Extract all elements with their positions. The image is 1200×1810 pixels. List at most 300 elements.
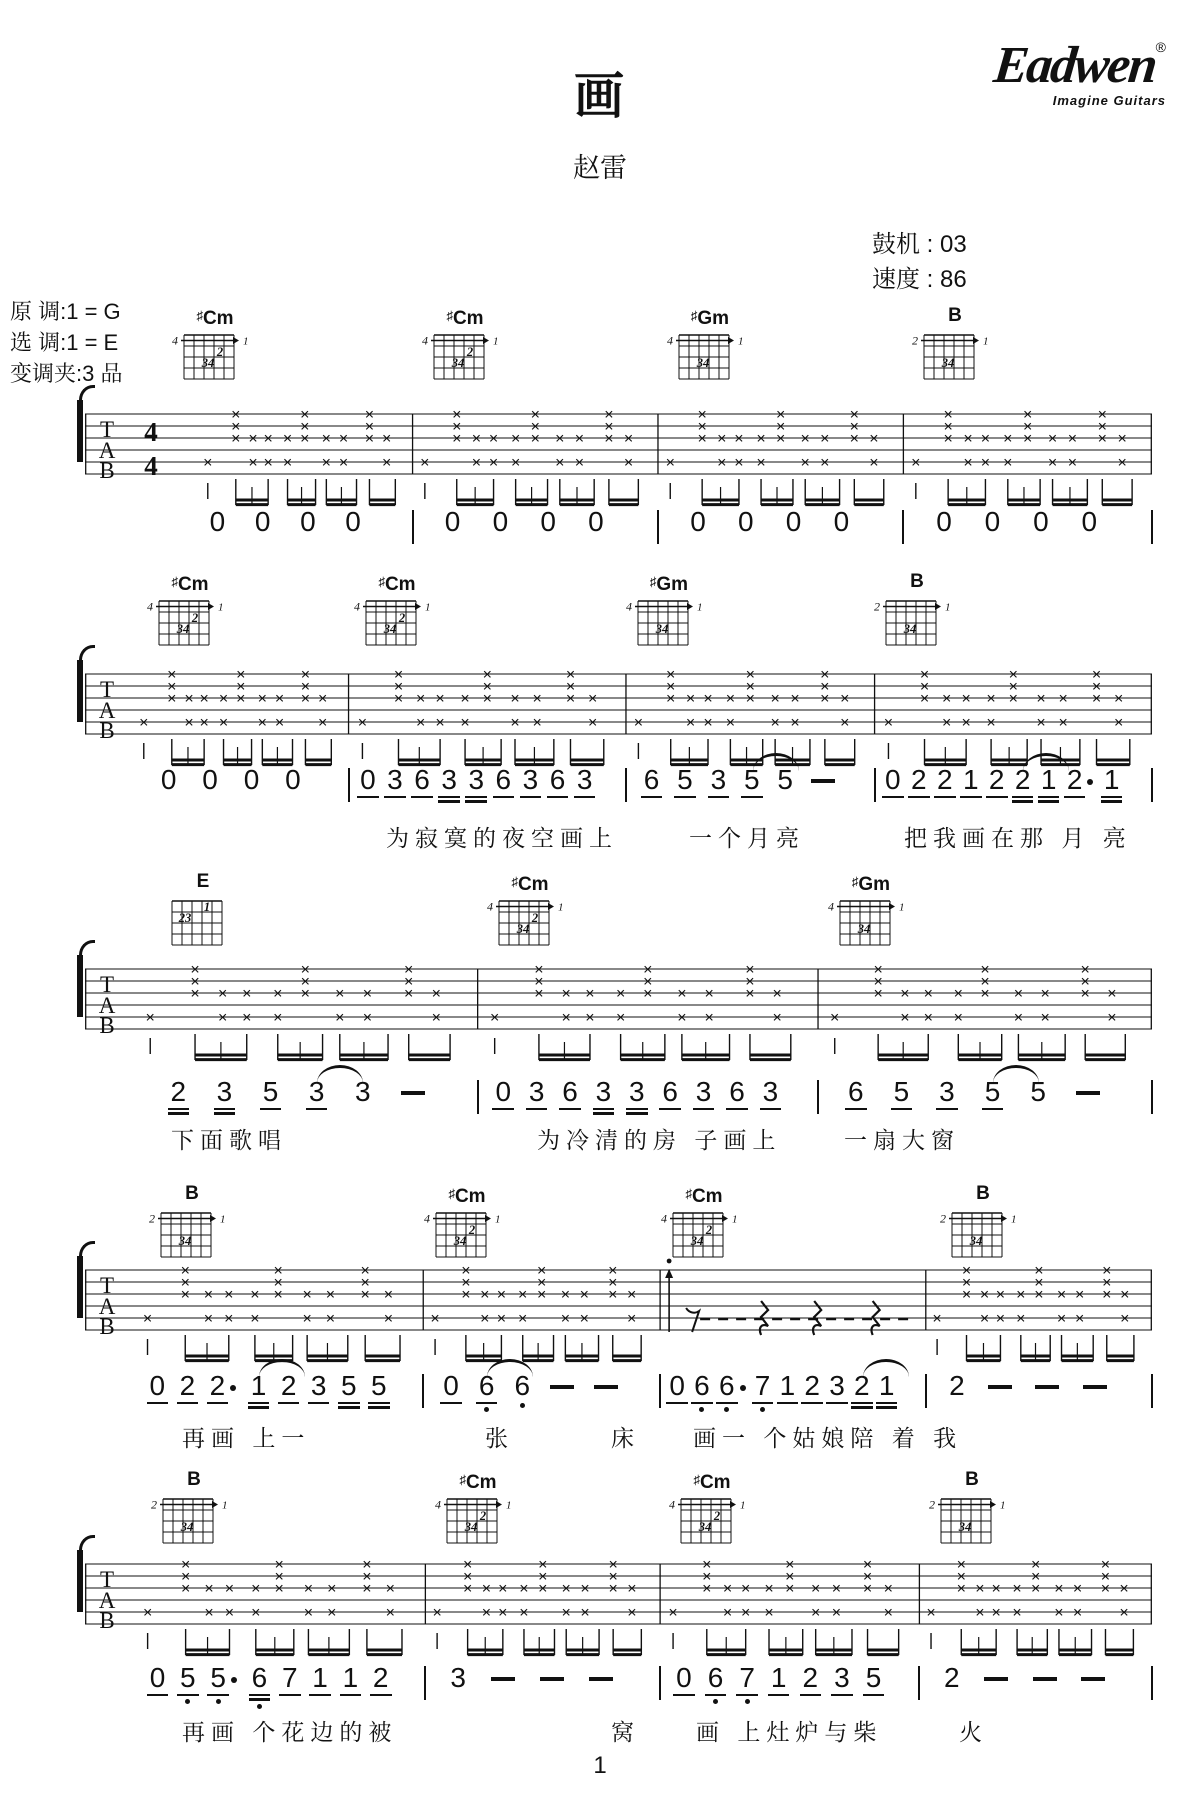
svg-text:×: × bbox=[911, 454, 921, 472]
underline-beam bbox=[960, 796, 982, 798]
chord-grid-wrap bbox=[430, 1490, 526, 1555]
svg-text:×: × bbox=[537, 1274, 547, 1292]
jianpu-note bbox=[984, 1664, 1008, 1681]
svg-text:1: 1 bbox=[738, 335, 744, 348]
svg-text:×: × bbox=[1119, 1604, 1129, 1622]
chord-diagram bbox=[823, 872, 919, 957]
svg-text:×: × bbox=[263, 454, 273, 472]
underline-beam bbox=[936, 1108, 958, 1110]
svg-text:×: × bbox=[300, 666, 311, 684]
svg-text:×: × bbox=[608, 1568, 618, 1586]
page-number: 1 bbox=[593, 1752, 607, 1779]
chord-name: B bbox=[948, 305, 962, 326]
svg-text:T: T bbox=[99, 972, 115, 997]
measure bbox=[478, 1078, 818, 1128]
jianpu-note: 2 bbox=[1067, 766, 1094, 798]
chord-name: B bbox=[185, 1183, 199, 1204]
jianpu-note: 0 bbox=[254, 506, 271, 537]
svg-text:×: × bbox=[1003, 430, 1013, 448]
chord-grid-wrap bbox=[417, 326, 513, 391]
svg-text:×: × bbox=[555, 430, 565, 448]
svg-text:×: × bbox=[943, 430, 953, 448]
underline-beam bbox=[845, 1108, 867, 1110]
svg-text:×: × bbox=[224, 1310, 234, 1328]
underline-beam bbox=[357, 796, 379, 798]
svg-text:34: 34 bbox=[969, 1234, 983, 1248]
jianpu-note: 6 bbox=[550, 766, 566, 798]
rest-dash bbox=[1081, 1677, 1105, 1681]
svg-text:×: × bbox=[303, 1604, 314, 1622]
chord-diagram bbox=[935, 1184, 1031, 1269]
svg-text:×: × bbox=[790, 714, 800, 732]
svg-text:×: × bbox=[404, 973, 414, 991]
svg-text:×: × bbox=[873, 961, 883, 979]
svg-text:1: 1 bbox=[203, 900, 211, 914]
underline-beam bbox=[593, 1108, 615, 1110]
svg-text:T: T bbox=[99, 1567, 115, 1592]
jianpu-note: 1 bbox=[780, 1372, 796, 1404]
chord-grid-wrap bbox=[167, 326, 263, 391]
svg-text:×: × bbox=[282, 454, 293, 472]
chord-grid bbox=[422, 1204, 512, 1264]
svg-text:A: A bbox=[98, 1294, 116, 1319]
jianpu-note bbox=[589, 1664, 613, 1681]
jianpu-note: 3 bbox=[450, 1662, 466, 1693]
svg-text:×: × bbox=[633, 714, 644, 732]
underline-beam bbox=[526, 1108, 548, 1110]
svg-text:×: × bbox=[1114, 690, 1124, 708]
octave-dot bbox=[745, 1699, 750, 1704]
svg-text:×: × bbox=[703, 714, 713, 732]
svg-text:×: × bbox=[300, 678, 311, 696]
svg-text:2: 2 bbox=[874, 599, 880, 614]
chord-grid bbox=[158, 892, 248, 952]
svg-text:×: × bbox=[883, 1580, 893, 1598]
svg-text:1: 1 bbox=[740, 1499, 746, 1512]
sharp-sign: ♯ bbox=[196, 308, 203, 323]
svg-text:4: 4 bbox=[661, 1211, 667, 1226]
tab-staff bbox=[85, 658, 1152, 770]
chord-grid-wrap bbox=[656, 1204, 752, 1269]
svg-text:×: × bbox=[1008, 690, 1018, 708]
svg-text:×: × bbox=[741, 1604, 751, 1622]
svg-text:×: × bbox=[963, 454, 973, 472]
svg-text:×: × bbox=[510, 714, 520, 732]
svg-text:×: × bbox=[203, 454, 213, 472]
chord-grid bbox=[147, 1204, 237, 1264]
jianpu-note: 2 bbox=[911, 766, 927, 798]
jianpu-note: 0 bbox=[243, 764, 260, 795]
jianpu-note: 6 bbox=[644, 766, 660, 798]
svg-text:×: × bbox=[923, 985, 933, 1003]
jianpu-note: 6 bbox=[662, 1078, 678, 1110]
jianpu-note bbox=[1083, 1372, 1107, 1389]
svg-text:×: × bbox=[869, 454, 879, 472]
underline-beam bbox=[368, 1406, 390, 1408]
measure-barline bbox=[918, 1666, 920, 1700]
measure-barline bbox=[1151, 1666, 1153, 1700]
svg-text:×: × bbox=[741, 1580, 751, 1598]
underline-beam bbox=[908, 796, 930, 798]
jianpu-note bbox=[811, 766, 835, 783]
svg-text:×: × bbox=[190, 973, 200, 991]
svg-text:×: × bbox=[1091, 690, 1102, 708]
svg-text:×: × bbox=[991, 1580, 1001, 1598]
svg-text:×: × bbox=[585, 985, 595, 1003]
svg-text:×: × bbox=[561, 1580, 571, 1598]
chord-diagram bbox=[167, 306, 263, 391]
svg-text:B: B bbox=[99, 458, 115, 483]
jianpu-note: 3 bbox=[577, 766, 593, 798]
chord-grid-wrap bbox=[621, 592, 717, 657]
jianpu-note: 2 bbox=[804, 1372, 820, 1404]
svg-text:×: × bbox=[452, 418, 462, 436]
underline-beam bbox=[438, 800, 460, 802]
jianpu-note: 5 bbox=[677, 766, 693, 798]
svg-text:×: × bbox=[300, 961, 310, 979]
svg-text:×: × bbox=[180, 1262, 190, 1280]
svg-text:×: × bbox=[318, 690, 328, 708]
svg-text:×: × bbox=[745, 985, 755, 1003]
jianpu-note: 6 bbox=[514, 1372, 530, 1408]
svg-text:×: × bbox=[697, 418, 707, 436]
measure-barline bbox=[477, 1080, 479, 1114]
jianpu-note: 0 bbox=[936, 506, 952, 537]
svg-text:×: × bbox=[665, 454, 675, 472]
svg-text:×: × bbox=[831, 1580, 842, 1598]
jianpu-line bbox=[85, 1078, 1152, 1128]
chord-diagram bbox=[146, 1470, 242, 1555]
svg-text:×: × bbox=[462, 1568, 473, 1586]
svg-text:×: × bbox=[677, 985, 687, 1003]
svg-text:×: × bbox=[811, 1580, 821, 1598]
underline-beam bbox=[177, 1402, 199, 1404]
svg-text:×: × bbox=[203, 1286, 214, 1304]
svg-text:×: × bbox=[919, 678, 930, 696]
svg-text:×: × bbox=[604, 406, 614, 424]
svg-text:×: × bbox=[257, 714, 268, 732]
svg-text:×: × bbox=[274, 1568, 284, 1586]
svg-text:×: × bbox=[416, 690, 426, 708]
svg-text:×: × bbox=[364, 430, 375, 448]
svg-text:×: × bbox=[608, 1286, 618, 1304]
chord-diagram bbox=[144, 1184, 240, 1269]
jianpu-note: 0 bbox=[209, 506, 226, 537]
underline-beam bbox=[674, 796, 696, 798]
measure bbox=[423, 1372, 660, 1422]
svg-text:×: × bbox=[273, 1262, 283, 1280]
svg-text:×: × bbox=[335, 1009, 345, 1027]
svg-text:×: × bbox=[956, 1568, 966, 1586]
sharp-sign: ♯ bbox=[459, 1472, 466, 1487]
svg-text:×: × bbox=[849, 418, 859, 436]
jianpu-note: 1 bbox=[251, 1372, 267, 1409]
svg-text:4: 4 bbox=[144, 451, 158, 481]
svg-text:×: × bbox=[1080, 973, 1090, 991]
svg-text:×: × bbox=[961, 690, 971, 708]
svg-text:×: × bbox=[1097, 430, 1107, 448]
svg-text:×: × bbox=[1091, 678, 1102, 696]
svg-text:34: 34 bbox=[696, 356, 710, 370]
svg-text:×: × bbox=[1080, 961, 1090, 979]
jianpu-note: 7 bbox=[755, 1372, 771, 1412]
svg-text:×: × bbox=[668, 1604, 678, 1622]
jianpu-note: 3 bbox=[696, 1078, 712, 1110]
measure bbox=[818, 1078, 1152, 1128]
underline-beam bbox=[726, 1108, 748, 1110]
svg-text:×: × bbox=[561, 1009, 571, 1027]
system-bracket bbox=[77, 1550, 83, 1612]
tab-staff bbox=[85, 1254, 1152, 1366]
svg-text:×: × bbox=[560, 1286, 571, 1304]
svg-text:×: × bbox=[481, 1580, 492, 1598]
sharp-sign: ♯ bbox=[511, 874, 518, 889]
chord-name: ♯Cm bbox=[448, 1186, 486, 1207]
underline-beam bbox=[934, 796, 956, 798]
underline-beam bbox=[306, 1108, 328, 1110]
svg-text:×: × bbox=[518, 1286, 528, 1304]
rest-dash bbox=[589, 1677, 613, 1681]
lyric-text: 窝 bbox=[611, 1719, 640, 1745]
svg-text:×: × bbox=[574, 454, 585, 472]
jianpu-note bbox=[1076, 1078, 1100, 1095]
svg-text:×: × bbox=[574, 430, 585, 448]
chord-name: ♯Cm bbox=[459, 1472, 497, 1493]
svg-text:×: × bbox=[1102, 1286, 1112, 1304]
svg-text:T: T bbox=[99, 417, 115, 442]
svg-text:×: × bbox=[482, 666, 492, 684]
jianpu-note: 2 bbox=[180, 1372, 196, 1404]
jianpu-note: 3 bbox=[939, 1078, 955, 1110]
chord-name: ♯Cm bbox=[196, 308, 234, 329]
underline-beam bbox=[147, 1402, 169, 1404]
registered-mark: ® bbox=[1155, 39, 1166, 55]
underline-beam bbox=[693, 1108, 715, 1110]
jianpu-note bbox=[594, 1372, 618, 1389]
svg-text:×: × bbox=[849, 430, 859, 448]
measure-barline bbox=[348, 768, 350, 802]
jianpu-note: 2 bbox=[803, 1664, 819, 1696]
svg-text:×: × bbox=[745, 690, 755, 708]
jianpu-note: 2 bbox=[949, 1370, 965, 1401]
svg-text:×: × bbox=[627, 1580, 637, 1598]
chord-diagram bbox=[417, 306, 513, 391]
measure bbox=[919, 1664, 1152, 1714]
chord-grid bbox=[927, 1490, 1017, 1550]
lyric-text: 一扇大窗 bbox=[844, 1127, 960, 1153]
svg-text:×: × bbox=[873, 985, 883, 1003]
jianpu-note bbox=[1081, 1664, 1105, 1681]
svg-text:4: 4 bbox=[626, 599, 632, 614]
svg-text:×: × bbox=[538, 1568, 548, 1586]
svg-text:×: × bbox=[770, 714, 780, 732]
svg-text:×: × bbox=[919, 690, 930, 708]
jianpu-note: 7 bbox=[739, 1664, 755, 1704]
svg-text:×: × bbox=[180, 1556, 191, 1574]
octave-dot bbox=[185, 1699, 190, 1704]
jianpu-note: 5 bbox=[744, 766, 760, 798]
svg-text:×: × bbox=[1080, 985, 1090, 1003]
underline-beam bbox=[574, 796, 596, 798]
svg-text:×: × bbox=[1117, 454, 1127, 472]
jianpu-note: 0 bbox=[150, 1664, 166, 1696]
jianpu-note: 0 bbox=[150, 1372, 166, 1404]
svg-text:×: × bbox=[588, 690, 598, 708]
svg-text:×: × bbox=[717, 430, 727, 448]
svg-text:×: × bbox=[873, 973, 883, 991]
svg-text:×: × bbox=[460, 714, 470, 732]
svg-text:×: × bbox=[263, 430, 273, 448]
rest-dash bbox=[491, 1677, 515, 1681]
svg-text:34: 34 bbox=[383, 622, 397, 636]
svg-text:B: B bbox=[99, 1608, 115, 1633]
svg-text:×: × bbox=[953, 985, 963, 1003]
svg-text:×: × bbox=[943, 418, 953, 436]
jianpu-note: 0 bbox=[984, 506, 1001, 537]
jianpu-note: 6 bbox=[694, 1372, 710, 1412]
svg-text:×: × bbox=[704, 985, 714, 1003]
svg-text:2: 2 bbox=[468, 1223, 476, 1237]
svg-text:×: × bbox=[274, 714, 285, 732]
chord-name: B bbox=[965, 1469, 979, 1490]
underline-beam bbox=[465, 796, 487, 798]
jianpu-note: 3 bbox=[441, 766, 457, 803]
svg-text:×: × bbox=[250, 1286, 260, 1304]
svg-text:×: × bbox=[1034, 1286, 1044, 1304]
chord-grid-wrap bbox=[935, 1204, 1031, 1269]
svg-text:2: 2 bbox=[216, 345, 224, 359]
chord-grid-wrap bbox=[664, 1490, 760, 1555]
svg-text:×: × bbox=[488, 430, 499, 448]
svg-text:×: × bbox=[393, 678, 404, 696]
rest-dash bbox=[988, 1385, 1012, 1389]
underline-beam bbox=[641, 796, 663, 798]
svg-text:×: × bbox=[900, 985, 910, 1003]
svg-text:×: × bbox=[537, 1262, 547, 1280]
svg-text:×: × bbox=[1107, 1009, 1117, 1027]
svg-text:×: × bbox=[184, 714, 194, 732]
underline-beam bbox=[1064, 796, 1086, 798]
svg-text:×: × bbox=[1067, 430, 1078, 448]
jianpu-note: 0 bbox=[160, 764, 177, 795]
measure bbox=[85, 766, 349, 816]
svg-text:×: × bbox=[1008, 666, 1018, 684]
chord-diagram bbox=[482, 872, 578, 957]
svg-text:×: × bbox=[1056, 1286, 1067, 1304]
svg-text:×: × bbox=[300, 418, 310, 436]
measure bbox=[413, 508, 658, 558]
svg-text:×: × bbox=[565, 690, 576, 708]
jianpu-note: 0 bbox=[202, 764, 218, 795]
svg-text:×: × bbox=[461, 1274, 471, 1292]
chord-diagram bbox=[656, 1184, 752, 1269]
underline-beam bbox=[278, 1402, 300, 1404]
svg-text:×: × bbox=[677, 1009, 687, 1027]
svg-text:×: × bbox=[482, 690, 492, 708]
svg-text:×: × bbox=[461, 1262, 471, 1280]
svg-text:×: × bbox=[979, 1286, 990, 1304]
svg-text:×: × bbox=[431, 985, 441, 1003]
svg-text:×: × bbox=[532, 690, 542, 708]
measure bbox=[658, 508, 903, 558]
svg-text:A: A bbox=[98, 993, 116, 1018]
system-bracket bbox=[77, 400, 83, 462]
underline-beam bbox=[368, 1402, 390, 1404]
underline-beam bbox=[716, 1402, 738, 1404]
svg-text:×: × bbox=[820, 666, 830, 684]
underline-beam bbox=[309, 1694, 331, 1696]
measure-barline bbox=[925, 1374, 927, 1408]
chord-grid-wrap bbox=[482, 892, 578, 957]
jianpu-note: 0 bbox=[676, 1664, 692, 1696]
measure-barline bbox=[1151, 510, 1153, 544]
underline-beam bbox=[851, 1402, 873, 1404]
svg-text:2: 2 bbox=[191, 611, 199, 625]
svg-text:×: × bbox=[274, 1580, 284, 1598]
svg-text:×: × bbox=[1117, 430, 1127, 448]
svg-text:×: × bbox=[975, 1580, 985, 1598]
measure bbox=[85, 1078, 478, 1128]
svg-text:1: 1 bbox=[220, 1213, 226, 1226]
svg-text:×: × bbox=[360, 1262, 370, 1280]
lyric-text: 画 上灶炉与柴 bbox=[696, 1719, 883, 1745]
svg-text:34: 34 bbox=[941, 356, 955, 370]
svg-text:×: × bbox=[980, 430, 991, 448]
svg-text:×: × bbox=[785, 1568, 795, 1586]
svg-text:23: 23 bbox=[178, 911, 192, 925]
svg-text:34: 34 bbox=[176, 622, 190, 636]
svg-text:×: × bbox=[745, 961, 755, 979]
svg-text:×: × bbox=[702, 1556, 712, 1574]
svg-text:×: × bbox=[302, 1286, 312, 1304]
svg-text:×: × bbox=[1054, 1604, 1064, 1622]
measure bbox=[903, 508, 1152, 558]
measure-barline bbox=[817, 1080, 819, 1114]
jianpu-note: 3 bbox=[829, 1372, 845, 1404]
svg-text:×: × bbox=[1097, 406, 1107, 424]
svg-text:×: × bbox=[184, 690, 194, 708]
svg-text:×: × bbox=[995, 1286, 1006, 1304]
svg-text:×: × bbox=[510, 690, 520, 708]
underline-beam bbox=[863, 1694, 885, 1696]
chord-grid-wrap bbox=[662, 326, 758, 391]
svg-text:×: × bbox=[274, 690, 285, 708]
svg-text:×: × bbox=[643, 961, 653, 979]
svg-text:×: × bbox=[1067, 454, 1078, 472]
measure-barline bbox=[659, 1374, 661, 1408]
measure-barline bbox=[659, 1666, 661, 1700]
svg-text:×: × bbox=[900, 1009, 910, 1027]
chord-grid bbox=[872, 592, 962, 652]
rest-dash bbox=[1076, 1091, 1100, 1095]
svg-text:34: 34 bbox=[655, 622, 669, 636]
svg-text:×: × bbox=[923, 1009, 933, 1027]
svg-text:×: × bbox=[496, 1310, 507, 1328]
underline-beam bbox=[559, 1108, 581, 1110]
jianpu-note: 0 bbox=[1081, 506, 1098, 537]
duration-dot bbox=[230, 1385, 236, 1391]
underline-beam bbox=[982, 1108, 1004, 1110]
underline-beam bbox=[760, 1108, 782, 1110]
svg-text:×: × bbox=[666, 690, 676, 708]
jianpu-note: 0 bbox=[285, 764, 301, 795]
sharp-sign: ♯ bbox=[448, 1186, 455, 1201]
svg-text:1: 1 bbox=[732, 1213, 738, 1226]
measure bbox=[85, 1664, 425, 1714]
jianpu-note: 6 bbox=[414, 766, 430, 798]
svg-text:×: × bbox=[830, 1009, 840, 1027]
svg-text:×: × bbox=[273, 1286, 283, 1304]
